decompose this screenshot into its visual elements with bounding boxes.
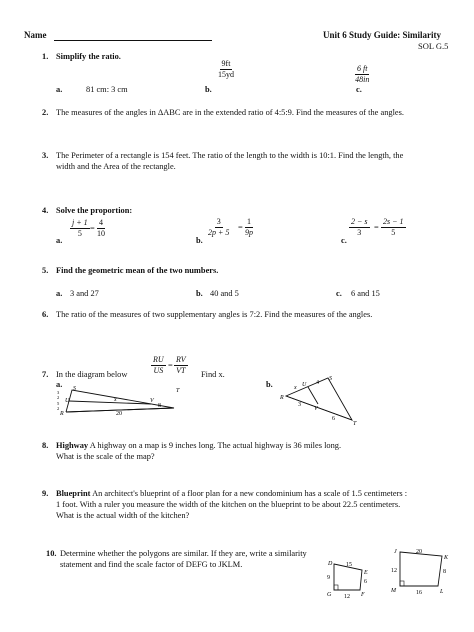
q7-right-den: VT: [176, 366, 186, 375]
q4b-right-den: 9p: [245, 228, 253, 237]
q9-line1-text: An architect's blueprint of a floor plan for a new condominium has a scale of 1.5 centimeters :: [90, 489, 408, 498]
q4-prompt: Solve the proportion:: [56, 206, 133, 215]
q1c-fraction: [355, 64, 369, 85]
q5a-text: 3 and 27: [70, 289, 99, 298]
q7b-label-V: V: [314, 406, 318, 412]
defg-label-9: 9: [327, 575, 330, 581]
q5c-label: c.: [336, 289, 342, 298]
q4c-left-den: 3: [357, 228, 362, 237]
q7b-label-R: R: [280, 395, 284, 401]
q7-equals: =: [168, 361, 173, 370]
q7a-label-frac2-den: 2: [57, 406, 60, 411]
q4c-equals: =: [374, 223, 379, 232]
q7-left-den: US: [153, 366, 164, 375]
q2-text: The measures of the angles in ΔABC are in the extended ratio of 4:5:9. Find the measures of the angles.: [56, 108, 404, 117]
q10-line2: statement and find the scale factor of DEFG to JKLM.: [60, 560, 243, 569]
q4a-right-fraction: [97, 218, 105, 239]
q7a-label-20: 20: [116, 411, 122, 416]
jklm-label-M: M: [391, 588, 396, 594]
q7a-label-U: U: [65, 398, 70, 404]
q8-number: 8.: [42, 441, 49, 450]
q2-number: 2.: [42, 108, 49, 117]
q7-left-num: RU: [153, 355, 164, 364]
q6-text: The ratio of the measures of two supplementary angles is 7:2. Find the measures of the angles.: [56, 310, 373, 319]
q1-prompt: Simplify the ratio.: [56, 52, 121, 61]
q3-number: 3.: [42, 151, 49, 160]
q4c-left-num: 2 − s: [351, 217, 368, 226]
jklm-label-12: 12: [391, 568, 397, 574]
q7-right-num: RV: [176, 355, 186, 364]
q7a-label-frac2-num: 5: [57, 401, 60, 406]
q7a-label-R: R: [60, 411, 64, 416]
defg-label-E: E: [364, 570, 368, 576]
q8-line1: [56, 441, 341, 452]
defg-label-6: 6: [364, 579, 367, 585]
q4b-left-den: 2p + 5: [208, 228, 230, 237]
q7b-inner-segment: [308, 387, 318, 404]
sol-code: SOL G.5: [418, 41, 449, 51]
q7b-label: b.: [266, 380, 273, 389]
q4c-right-num: 2s − 1: [383, 217, 404, 226]
q1a-label: a.: [56, 85, 63, 94]
q7b-label-6: 6: [332, 416, 335, 422]
q4b-equals: =: [238, 223, 243, 232]
q8-keyword: Highway: [56, 441, 89, 450]
q4b-label: b.: [196, 236, 203, 245]
q10-polygon-defg: [322, 556, 380, 600]
q7b-base: [286, 396, 352, 420]
jklm-shape: [400, 552, 442, 586]
q5c-text: 6 and 15: [351, 289, 380, 298]
q4c-right-fraction: [381, 217, 406, 238]
q7b-label-T: T: [353, 421, 357, 426]
q7a-label-frac1-den: 2: [57, 395, 60, 400]
name-label: Name: [24, 30, 47, 40]
q7b-label-S: S: [329, 376, 332, 382]
jklm-label-L: L: [440, 589, 444, 595]
q4b-right-fraction: [245, 217, 253, 238]
defg-right-angle-mark: [334, 585, 338, 590]
q4a-left-den: 5: [77, 229, 82, 238]
q7a-label-S: S: [73, 386, 76, 392]
q4a-left-fraction: [70, 218, 90, 239]
q4b-left-fraction: [208, 217, 229, 238]
q4a-left-num: j + 1: [72, 218, 88, 227]
defg-label-12: 12: [344, 594, 350, 600]
q1c-denominator: 48in: [355, 75, 370, 84]
q7-lead: In the diagram below: [56, 370, 128, 379]
q3-line1: The Perimeter of a rectangle is 154 feet. The ratio of the length to the width is 10:1. Find the length, the: [56, 151, 404, 160]
q8-line1-text: A highway on a map is 9 inches long. The actual highway is 36 miles long.: [88, 441, 342, 450]
q7a-label-frac1-num: 3: [57, 390, 60, 395]
jklm-label-J: J: [394, 549, 397, 555]
q1c-label: c.: [356, 85, 362, 94]
page-title: Unit 6 Study Guide: Similarity: [323, 30, 442, 40]
q7a-diagram: [56, 384, 186, 416]
jklm-label-K: K: [444, 555, 449, 561]
q4a-equals: =: [90, 224, 95, 233]
q9-line2: 1 foot. With a ruler you measure the width of the kitchen on the blueprint to be about 22.5 centimeters.: [56, 500, 401, 509]
q7b-diagram: [276, 374, 366, 426]
q1b-numerator: 9ft: [221, 59, 231, 68]
q4c-left-fraction: [349, 217, 370, 238]
q3-line2: width and the Area of the rectangle.: [56, 162, 176, 171]
q9-line3: What is the actual width of the kitchen?: [56, 511, 190, 520]
defg-label-15: 15: [346, 562, 352, 568]
jklm-right-angle-mark: [400, 581, 404, 586]
q7b-label-x: x: [294, 385, 297, 391]
q10-line1: Determine whether the polygons are similar. If they are, write a similarity: [60, 549, 307, 558]
name-line[interactable]: [54, 40, 212, 41]
jklm-label-20: 20: [416, 549, 422, 555]
q7a-label-x: x: [114, 397, 117, 403]
q7b-label-4: 4: [316, 380, 319, 386]
q1-number: 1.: [42, 52, 49, 61]
q7a-label: a.: [56, 380, 63, 389]
q9-line1: [56, 489, 407, 500]
q1b-fraction: [218, 59, 234, 80]
defg-label-G: G: [327, 592, 332, 598]
q4c-label: c.: [341, 236, 347, 245]
q4c-right-den: 5: [391, 228, 396, 237]
q5b-label: b.: [196, 289, 203, 298]
q5-number: 5.: [42, 266, 49, 275]
q4b-left-num: 3: [216, 217, 221, 226]
defg-label-D: D: [328, 561, 333, 567]
q5b-text: 40 and 5: [210, 289, 239, 298]
q1b-label: b.: [205, 85, 212, 94]
q6-number: 6.: [42, 310, 49, 319]
q10-number: 10.: [46, 549, 57, 558]
q4a-right-num: 4: [99, 218, 103, 227]
q4-number: 4.: [42, 206, 49, 215]
q9-keyword: Blueprint: [56, 489, 91, 498]
q8-line2: What is the scale of the map?: [56, 452, 155, 461]
q7-left-fraction: [151, 355, 166, 376]
q7b-label-U: U: [302, 382, 307, 388]
q4a-label: a.: [56, 236, 63, 245]
q7a-label-8: 8: [158, 403, 161, 409]
q7-right-fraction: [174, 355, 188, 376]
jklm-label-8: 8: [443, 569, 446, 575]
q9-number: 9.: [42, 489, 49, 498]
q5a-label: a.: [56, 289, 63, 298]
q7a-label-V: V: [150, 398, 154, 404]
q4b-right-num: 1: [247, 217, 251, 226]
q7b-label-3: 3: [298, 402, 301, 408]
q7-number: 7.: [42, 370, 49, 379]
q10-polygon-jklm: [386, 546, 466, 596]
q5-prompt: Find the geometric mean of the two numbers.: [56, 266, 219, 275]
q1c-numerator: 6 ft: [357, 64, 368, 73]
q7a-label-T: T: [176, 388, 180, 394]
q1b-denominator: 15yd: [218, 70, 234, 79]
q4a-right-den: 10: [97, 229, 105, 238]
q1a-text: 81 cm: 3 cm: [86, 85, 128, 94]
defg-label-F: F: [361, 592, 365, 598]
jklm-label-16: 16: [416, 590, 422, 596]
q7-tail: Find x.: [201, 370, 225, 379]
